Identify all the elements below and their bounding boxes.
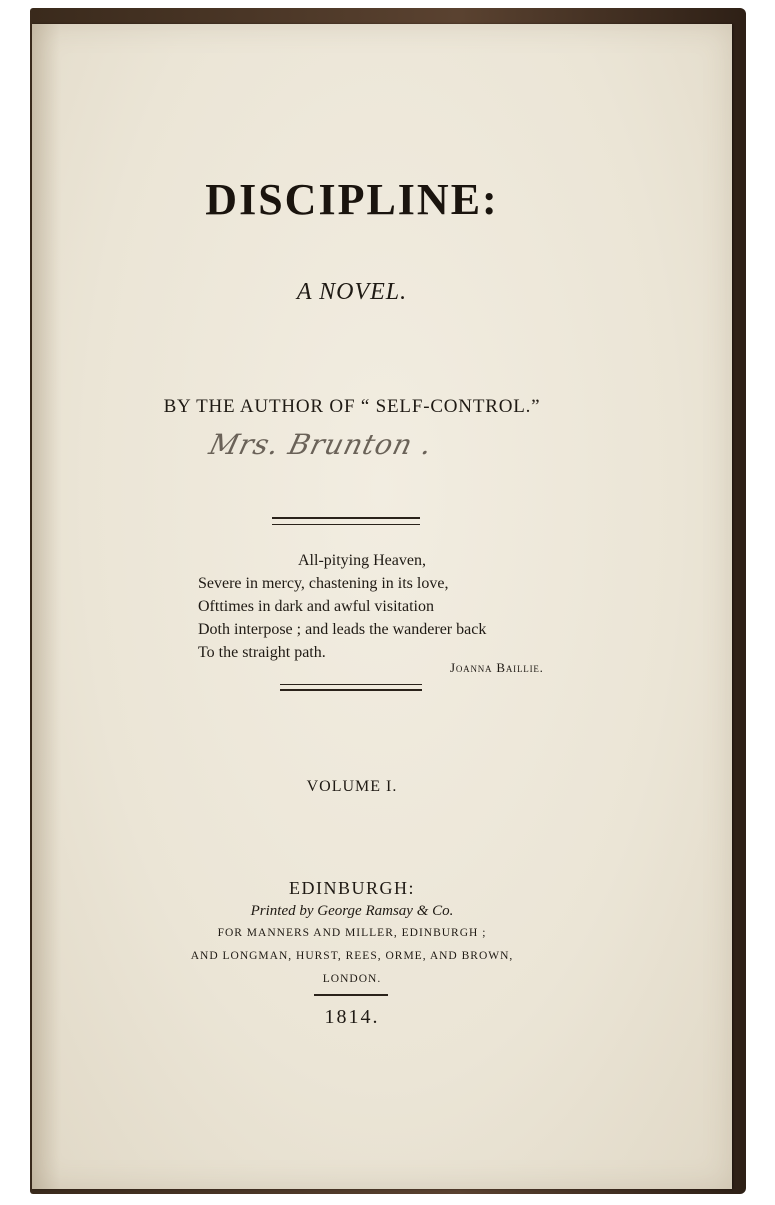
volume-number: VOLUME I. [306,778,398,795]
divider-rule-top-1 [272,517,420,519]
divider-rule-year [314,994,388,996]
divider-rule-top-2 [272,524,420,525]
imprint-city: EDINBURGH: [289,878,415,898]
divider-rule-bottom-2 [280,689,422,691]
epigraph-attribution: Joanna Baillie. [450,660,544,675]
title-page [32,24,732,1189]
divider-rule-bottom-1 [280,684,422,685]
handwritten-author-note: Mrs. Brunton . [205,428,437,461]
epigraph-line: Ofttimes in dark and awful visitation [198,598,434,615]
epigraph-line: All-pitying Heaven, [298,552,426,569]
epigraph-line: Severe in mercy, chastening in its love, [198,575,449,592]
epigraph-verse [198,549,486,664]
epigraph-line: To the straight path. [198,644,326,661]
imprint-block [32,876,672,991]
epigraph-line: Doth interpose ; and leads the wanderer back [198,621,487,638]
imprint-publisher-1: FOR MANNERS AND MILLER, EDINBURGH ; [217,927,487,939]
book-subtitle: A NOVEL. [296,279,408,305]
author-line: BY THE AUTHOR OF “ SELF-CONTROL.” [163,396,541,417]
imprint-place: LONDON. [322,973,382,985]
publication-year: 1814. [324,1006,380,1028]
imprint-publisher-2: AND LONGMAN, HURST, REES, ORME, AND BROWN, [190,950,514,962]
imprint-printer: Printed by George Ramsay & Co. [250,903,454,919]
book-title: DISCIPLINE: [205,175,499,224]
